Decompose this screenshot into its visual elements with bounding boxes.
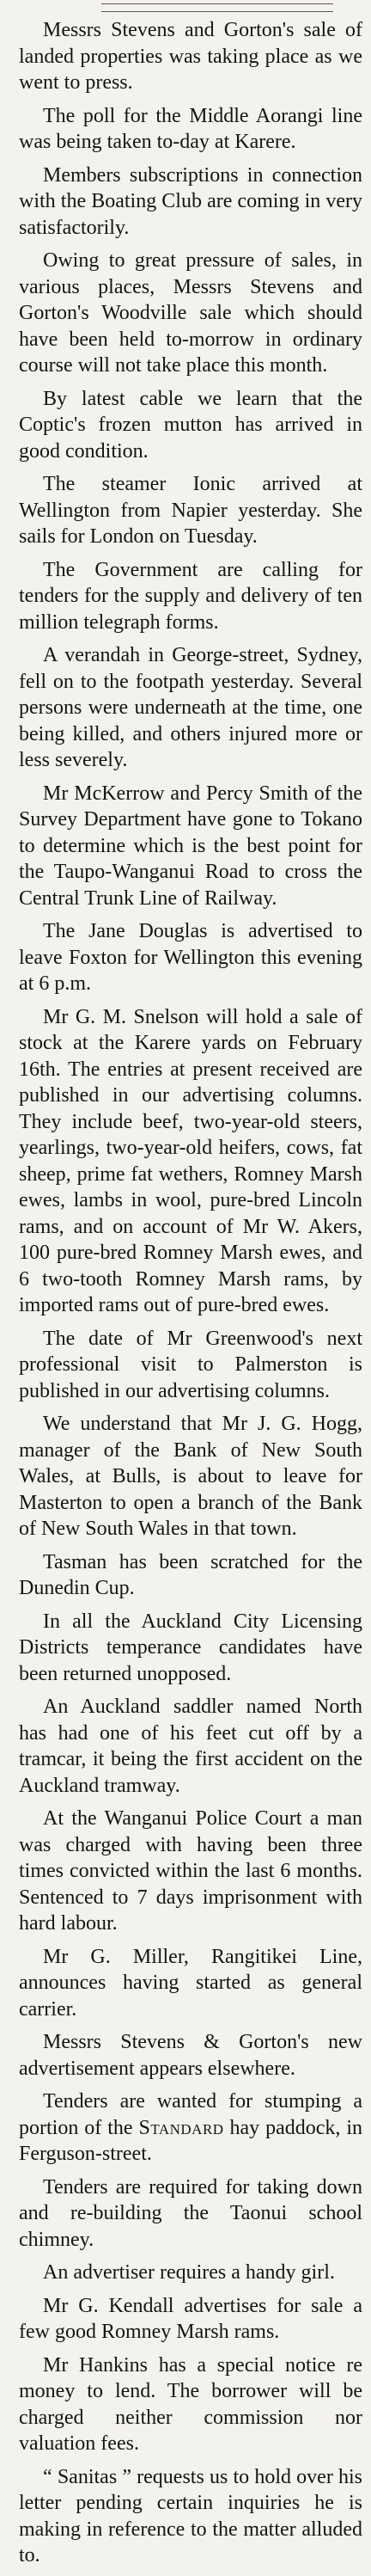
news-item: We understand that Mr J. G. Hogg, manager of the Bank of New South Wales, at Bulls, is about to leave for Masterton to open a branch of the Bank of New South Wales in that town. [19,1413,362,1540]
news-item [19,2088,362,2168]
news-item: The steamer Ionic arrived at Wellington from Napier yesterday. She sails for London on Tuesday. [19,473,362,548]
news-item: “ Sanitas ” requests us to hold over his letter pending certain inquiries he is making in reference to the matter alluded to. [19,2465,362,2567]
news-item: The poll for the Middle Aorangi line was being taken to-day at Karere. [19,104,362,153]
news-item: An Auckland saddler named North has had one of his feet cut off by a tramcar, it being the first accident on the Auckland tramway. [19,1696,362,1797]
news-item: The Jane Douglas is advertised to leave Foxton for Wellington this evening at 6 p.m. [19,920,362,995]
news-item: Owing to great pressure of sales, in various places, Messrs Stevens and Gorton's Woodville sale which should have been held to-morrow in ordinary course will not take place this month. [19,249,362,377]
news-item: Mr Hankins has a special notice re money to lend. The borrower will be charged neither commission nor valuation fees. [19,2353,362,2455]
news-item: Mr G. M. Snelson will hold a sale of stock at the Karere yards on February 16th. The entries at present received are published in our advertising columns. They include beef, two-year-old steers, yearlings, two-year-old heifers, cows, fat sheep, prime fat wethers, Romney Marsh ewes, lambs in wool, pure-bred Lincoln rams, and on account of Mr W. Akers, 100 pure-bred Romney Marsh ewes, and 6 two-tooth Romney Marsh rams, by imported rams out of pure-bred ewes. [19,1005,362,1316]
news-item: Tenders are required for taking down and re-building the Taonui school chimney. [19,2175,362,2251]
news-item: An advertiser requires a handy girl. [43,2261,335,2284]
news-item: By latest cable we learn that the Coptic's frozen mutton has arrived in good condition. [19,387,362,463]
item-text: Tenders are wanted for stumping a portion of the [19,2090,362,2139]
newspaper-name: Standard [138,2116,224,2139]
news-item: At the Wanganui Police Court a man was charged with having been three times convicted within the last 6 months. Sentenced to 7 days imprisonment with hard labour. [19,1807,362,1935]
news-item: Mr G. Kendall advertises for sale a few good Romney Marsh rams. [19,2294,362,2343]
news-item: Messrs Stevens & Gorton's new advertisement appears elsewhere. [19,2031,362,2080]
news-item: Mr G. Miller, Rangitikei Line, announces having started as general carrier. [19,1945,362,2021]
news-item: The Government are calling for tenders for the supply and delivery of ten million telegraph forms. [19,558,362,634]
item-text: hay paddock, in Ferguson-street. [19,2116,363,2165]
news-item: Mr McKerrow and Percy Smith of the Survey Department have gone to Tokano to determine which is the best point for the Taupo-Wanganui Road to cross the Central Trunk Line of Railway. [19,782,362,910]
news-item: The date of Mr Greenwood's next professional visit to Palmerston is published in our advertising columns. [19,1327,362,1402]
news-item: In all the Auckland City Licensing Districts temperance candidates have been returned unopposed. [19,1610,362,1685]
header-rule [101,3,333,12]
news-item: Members subscriptions in connection with the Boating Club are coming in very satisfactorily. [19,163,362,239]
news-item: Messrs Stevens and Gorton's sale of landed properties was taking place as we went to press. [19,19,362,94]
news-item: A verandah in George-street, Sydney, fell on to the footpath yesterday. Several persons were underneath at the time, one being killed, and others injured more or less severely. [19,644,362,771]
news-item: Tasman has been scratched for the Dunedin Cup. [19,1550,362,1599]
